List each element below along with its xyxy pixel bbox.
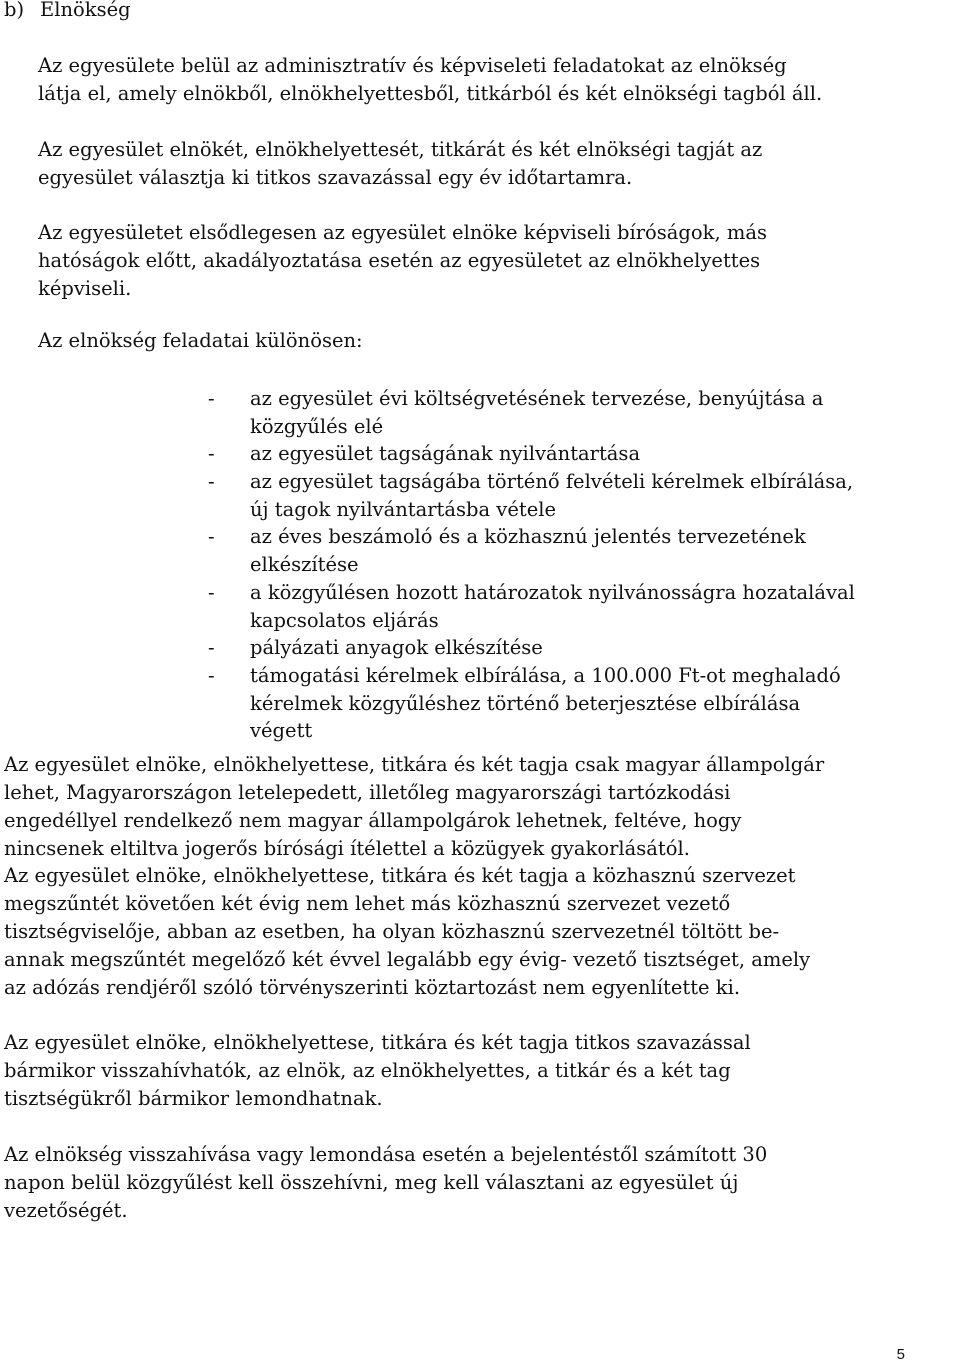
list-bullet: - (208, 387, 215, 410)
text-line: nincsenek eltiltva jogerős bírósági ítélettel a közügyek gyakorlásától. (4, 837, 690, 860)
duties-list (208, 385, 855, 745)
text-line: az egyesület tagságába történő felvételi kérelmek elbírálása, (250, 470, 854, 494)
section-number: b) (4, 0, 25, 21)
text-line: annak megszűntét megelőző két évvel legalább egy évig- vezető tisztséget, amely (4, 948, 811, 971)
text-line: a közgyűlésen hozott határozatok nyilvánosságra hozatalával (250, 580, 855, 604)
section-heading (4, 0, 131, 24)
text-line: elkészítése (250, 553, 359, 577)
text-line: támogatási kérelmek elbírálása, a 100.000 Ft-ot meghaladó (250, 663, 841, 687)
text-line: kérelmek közgyűléshez történő beterjesztése elbírálása (250, 691, 801, 715)
text-line: új tagok nyilvántartásba vétele (250, 497, 557, 521)
text-line: képviseli. (38, 277, 132, 300)
list-item (208, 440, 855, 468)
list-item (208, 662, 855, 745)
paragraph-disqualification (4, 862, 810, 1002)
text-line: az éves beszámoló és a közhasznú jelentés tervezetének (250, 525, 806, 549)
text-line: Az egyesület elnöke, elnökhelyettese, titkára és két tagja titkos szavazással (4, 1031, 751, 1054)
text-line: Az egyesület elnöke, elnökhelyettese, titkára és két tagja csak magyar állampolgár (4, 753, 825, 776)
list-bullet: - (208, 470, 215, 494)
text-line: pályázati anyagok elkészítése (250, 636, 543, 660)
text-line: bármikor visszahívhatók, az elnök, az elnökhelyettes, a titkár és a két tag (4, 1059, 731, 1082)
list-bullet: - (208, 580, 215, 604)
text-line: az egyesület tagságának nyilvántartása (250, 442, 641, 466)
text-line: hatóságok előtt, akadályoztatása esetén az egyesületet az elnökhelyettes (38, 249, 761, 272)
text-line: engedéllyel rendelkező nem magyar állampolgárok lehetnek, feltéve, hogy (4, 809, 742, 832)
list-item (208, 579, 855, 634)
paragraph-representation (38, 219, 767, 303)
paragraph-recall (4, 1029, 751, 1113)
section-title: Elnökség (40, 0, 131, 21)
paragraph-presidency-role (38, 52, 822, 108)
text-line: napon belül közgyűlést kell összehívni, meg kell választani az egyesület új (4, 1171, 739, 1194)
text-line: az adózás rendjéről szóló törvényszerinti köztartozást nem egyenlítette ki. (4, 976, 741, 999)
text-line: közgyűlés elé (250, 414, 384, 438)
text-line: lehet, Magyarországon letelepedett, illetőleg magyarországi tartózkodási (4, 781, 731, 804)
text-line: Az egyesület elnöke, elnökhelyettese, titkára és két tagja a közhasznú szervezet (4, 864, 796, 887)
paragraph-eligibility (4, 751, 824, 863)
paragraph-resignation (4, 1141, 767, 1225)
page-number: 5 (896, 1346, 905, 1363)
list-item (208, 634, 855, 662)
text-line: Az elnökség visszahívása vagy lemondása esetén a bejelentéstől számított 30 (4, 1143, 768, 1166)
list-intro: Az elnökség feladatai különösen: (38, 329, 363, 352)
text-line: végett (250, 719, 313, 743)
text-line: Az egyesület elnökét, elnökhelyettesét, titkárát és két elnökségi tagját az (38, 138, 763, 161)
list-item (208, 523, 855, 578)
list-item (208, 385, 855, 440)
list-bullet: - (208, 663, 215, 687)
text-line: egyesület választja ki titkos szavazással egy év időtartamra. (38, 166, 633, 189)
text-line: vezetőségét. (4, 1199, 128, 1222)
text-line: az egyesület évi költségvetésének tervezése, benyújtása a (250, 387, 824, 410)
list-bullet: - (208, 442, 215, 466)
text-line: tisztségükről bármikor lemondhatnak. (4, 1087, 383, 1110)
text-line: megszűntét követően két évig nem lehet más közhasznú szervezet vezető (4, 892, 731, 915)
list-bullet: - (208, 636, 215, 660)
paragraph-election (38, 136, 762, 192)
text-line: Az egyesületet elsődlegesen az egyesület elnöke képviseli bíróságok, más (38, 221, 767, 244)
text-line: látja el, amely elnökből, elnökhelyettesből, titkárból és két elnökségi tagból áll. (38, 82, 823, 105)
list-item (208, 468, 855, 523)
text-line: tisztségviselője, abban az esetben, ha olyan közhasznú szervezetnél töltött be- (4, 920, 780, 943)
text-line: kapcsolatos eljárás (250, 608, 439, 632)
text-line: Az egyesülete belül az adminisztratív és képviseleti feladatokat az elnökség (38, 54, 787, 77)
list-bullet: - (208, 525, 215, 549)
